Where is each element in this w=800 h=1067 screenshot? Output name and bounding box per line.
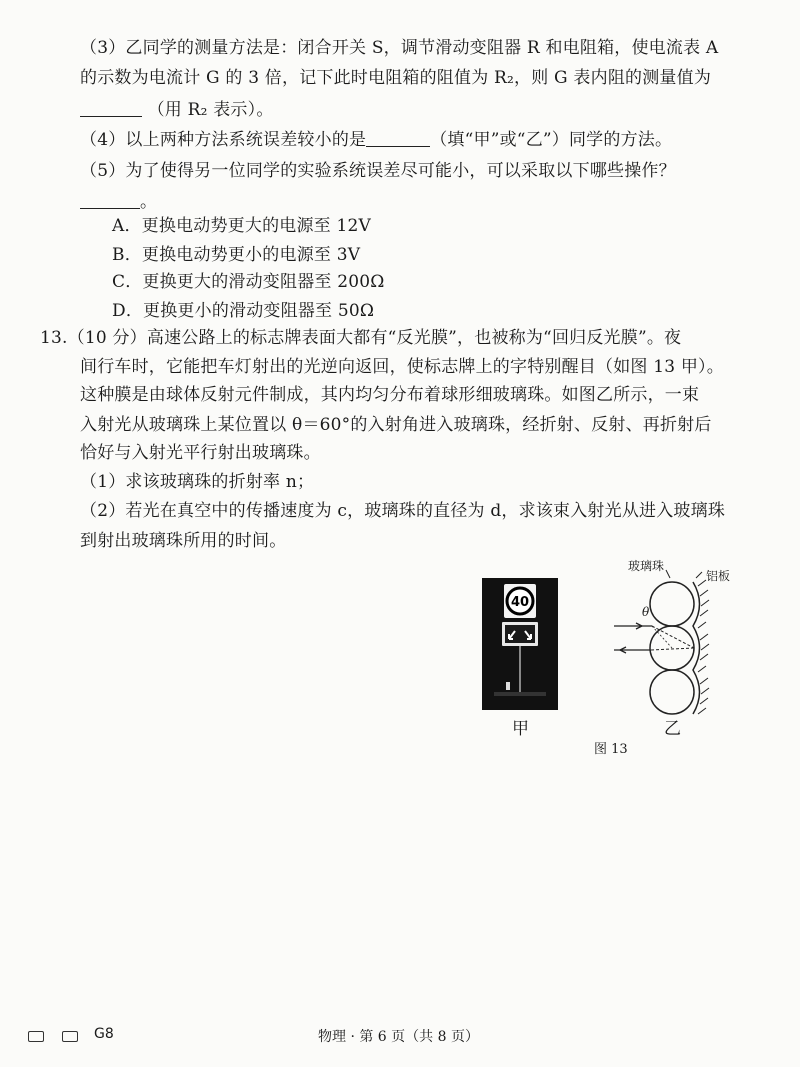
footer-code: G8	[94, 1026, 114, 1042]
normal-line	[652, 626, 672, 648]
figure-jia-sign-photo	[482, 578, 558, 710]
road-marker	[506, 682, 510, 690]
q12-option-d: D．更换更小的滑动变阻器至 50Ω	[112, 301, 375, 321]
q12-item4-pre: （4）以上两种方法系统误差较小的是	[80, 130, 367, 150]
label-glass-bead: 玻璃珠	[628, 559, 665, 573]
q13-line1: 13.（10 分）高速公路上的标志牌表面大都有“反光膜”，也被称为“回归反光膜”。夜	[40, 328, 682, 348]
glass-bead-bottom	[650, 670, 694, 714]
answer-blank	[80, 190, 140, 209]
q13-part1: （1）求该玻璃珠的折射率 n；	[80, 472, 315, 492]
q12-item5-line2	[80, 190, 760, 214]
refracted-ray-out	[650, 648, 694, 650]
figure-yi-bead-diagram	[600, 556, 750, 736]
q13-part2-line2: 到射出玻璃珠所用的时间。	[80, 531, 287, 551]
plate-pointer-line	[696, 572, 702, 578]
footer-box-icon	[28, 1031, 44, 1042]
figure-caption: 图 13	[594, 742, 628, 757]
answer-blank	[366, 128, 430, 147]
q12-option-a: A．更换电动势更大的电源至 12V	[112, 216, 371, 236]
q12-item5-line1: （5）为了使得另一位同学的实验系统误差尽可能小，可以采取以下哪些操作？	[80, 161, 676, 181]
q12-option-c: C．更换更大的滑动变阻器至 200Ω	[112, 272, 385, 292]
q12-item3-line1: （3）乙同学的测量方法是：闭合开关 S，调节滑动变阻器 R 和电阻箱，使电流表 A	[80, 38, 719, 58]
footer-box-icon	[62, 1031, 78, 1042]
figure-yi-label: 乙	[664, 719, 681, 739]
q12-item5-end: 。	[140, 192, 158, 212]
q12-item3-tail: （用 R₂ 表示）。	[147, 100, 274, 120]
q12-item4-post: （填“甲”或“乙”）同学的方法。	[430, 130, 673, 150]
footer-page-number: 物理 · 第 6 页（共 8 页）	[318, 1029, 479, 1045]
refracted-ray-in	[652, 626, 694, 648]
sign-pole	[519, 646, 521, 692]
q13-line2: 间行车时，它能把车灯射出的光逆向返回，使标志牌上的字特别醒目（如图 13 甲）。	[80, 357, 724, 377]
road-surface	[494, 692, 546, 696]
figure-jia-label: 甲	[512, 719, 529, 739]
q12-option-b: B．更换电动势更小的电源至 3V	[112, 245, 361, 265]
glass-bead-top	[650, 582, 694, 626]
bead-pointer-line	[666, 570, 670, 578]
q12-item3-line3	[80, 98, 760, 122]
answer-blank	[80, 98, 142, 117]
q13-part2-line1: （2）若光在真空中的传播速度为 c，玻璃珠的直径为 d，求该束入射光从进入玻璃珠	[80, 501, 726, 521]
q13-line4: 入射光从玻璃珠上某位置以 θ＝60°的入射角进入玻璃珠，经折射、反射、再折射后	[80, 415, 712, 435]
q13-line5: 恰好与入射光平行射出玻璃珠。	[80, 443, 321, 463]
q12-item4	[80, 128, 760, 152]
q12-item3-line2: 的示数为电流计 G 的 3 倍，记下此时电阻箱的阻值为 R₂，则 G 表内阻的测量值为	[80, 68, 712, 88]
speed-limit-number: 40	[510, 595, 530, 610]
label-aluminum-plate: 铝板	[706, 569, 731, 583]
label-theta: θ	[642, 605, 650, 619]
q13-line3: 这种膜是由球体反射元件制成，其内均匀分布着球形细玻璃珠。如图乙所示，一束	[80, 385, 700, 405]
